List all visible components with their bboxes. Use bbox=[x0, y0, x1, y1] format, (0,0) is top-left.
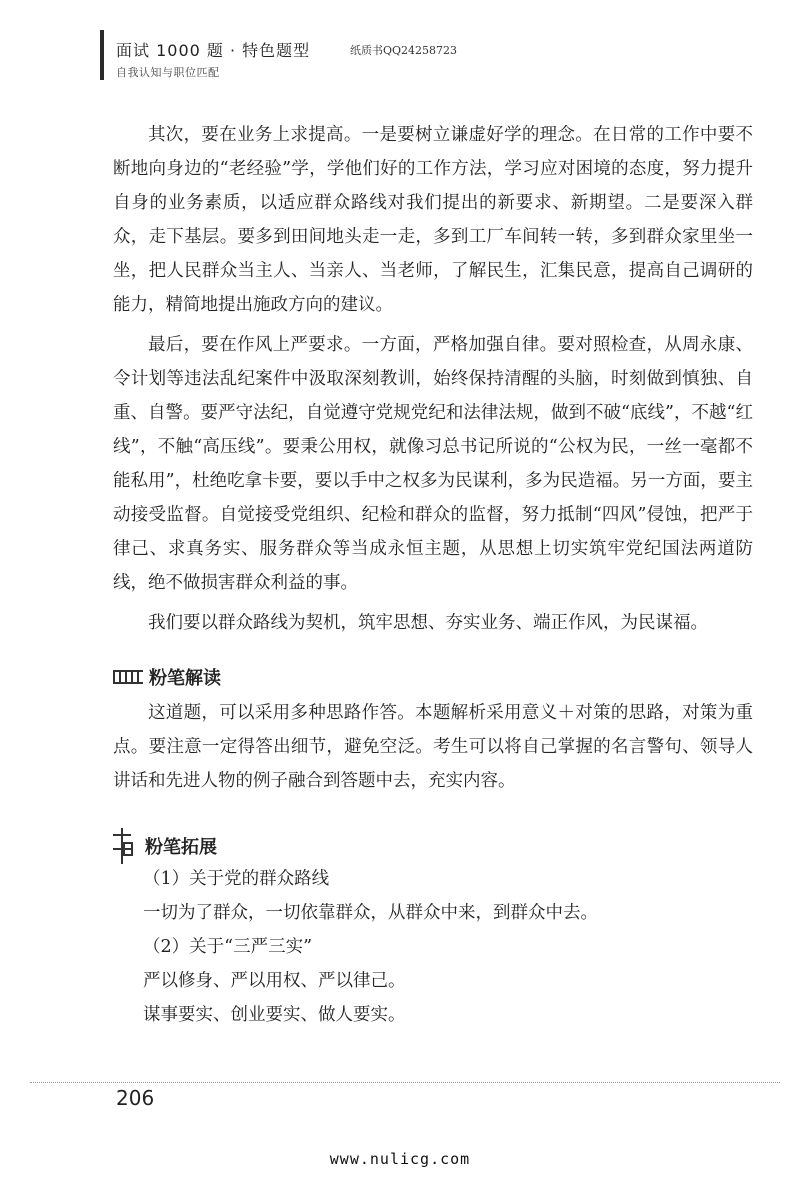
footer-url: www.nulicg.com bbox=[329, 1150, 471, 1168]
section-icon bbox=[113, 828, 135, 864]
paragraph: 其次，要在业务上求提高。一是要树立谦虚好学的理念。在日常的工作中要不断地向身边的“老经验”学，学他们好的工作方法，学习应对困境的态度，努力提升自身的业务素质，以适应群众路线对我们提出的新要求、新期望。二是要深入群众，走下基层。要多到田间地头走一走，多到工厂车间转一转，多到群众家里坐一坐，把人民群众当主人、当亲人、当老师，了解民生，汇集民意，提高自己调研的能力，精简地提出施政方向的建议。 bbox=[113, 125, 753, 315]
extension-line: 严以修身、严以用权、严以律己。 bbox=[143, 971, 406, 991]
extension-line: 谋事要实、创业要实、做人要实。 bbox=[143, 1005, 406, 1025]
chapter-subtitle: 自我认知与职位匹配 bbox=[116, 66, 220, 79]
footer-divider bbox=[30, 1082, 780, 1083]
paragraph: 最后，要在作风上严要求。一方面，严格加强自律。要对照检查，从周永康、令计划等违法乱纪案件中汲取深刻教训，始终保持清醒的头脑，时刻做到慎独、自重、自警。要严守法纪，自觉遵守党规党纪和法律法规，做到不破“底线”，不越“红线”，不触“高压线”。要秉公用权，就像习总书记所说的“公权为民，一丝一毫都不能私用”，杜绝吃拿卡要，要以手中之权多为民谋利，多为民造福。另一方面，要主动接受监督。自觉接受党组织、纪检和群众的监督，努力抵制“四风”侵蚀，把严于律己、求真务实、服务群众等当成永恒主题，从思想上切实筑牢党纪国法两道防线，绝不做损害群众利益的事。 bbox=[113, 335, 753, 593]
interpretation-block bbox=[113, 696, 753, 804]
section-heading-interpretation bbox=[113, 664, 221, 690]
main-text bbox=[113, 118, 753, 646]
interpretation-text: 这道题，可以采用多种思路作答。本题解析采用意义＋对策的思路，对策为重点。要注意一定得答出细节，避免空泛。考生可以将自己掌握的名言警句、领导人讲话和先进人物的例子融合到答题中去，充实内容。 bbox=[113, 703, 753, 791]
extension-block bbox=[113, 862, 753, 1032]
section-heading-text: 粉笔拓展 bbox=[145, 837, 217, 858]
book-title: 面试 1000 题 · 特色题型 bbox=[116, 41, 311, 60]
section-heading-text: 粉笔解读 bbox=[149, 668, 221, 689]
section-icon bbox=[113, 670, 143, 684]
header-bar bbox=[100, 30, 104, 80]
watermark-text: 纸质书QQ24258723 bbox=[350, 44, 458, 57]
extension-line: 一切为了群众，一切依靠群众，从群众中来，到群众中去。 bbox=[143, 903, 598, 923]
section-heading-extension bbox=[113, 828, 217, 864]
paragraph: 我们要以群众路线为契机，筑牢思想、夯实业务、端正作风，为民谋福。 bbox=[148, 613, 708, 633]
extension-line: （2）关于“三严三实” bbox=[143, 937, 313, 957]
extension-line: （1）关于党的群众路线 bbox=[143, 869, 330, 889]
page-number: 206 bbox=[116, 1086, 155, 1110]
